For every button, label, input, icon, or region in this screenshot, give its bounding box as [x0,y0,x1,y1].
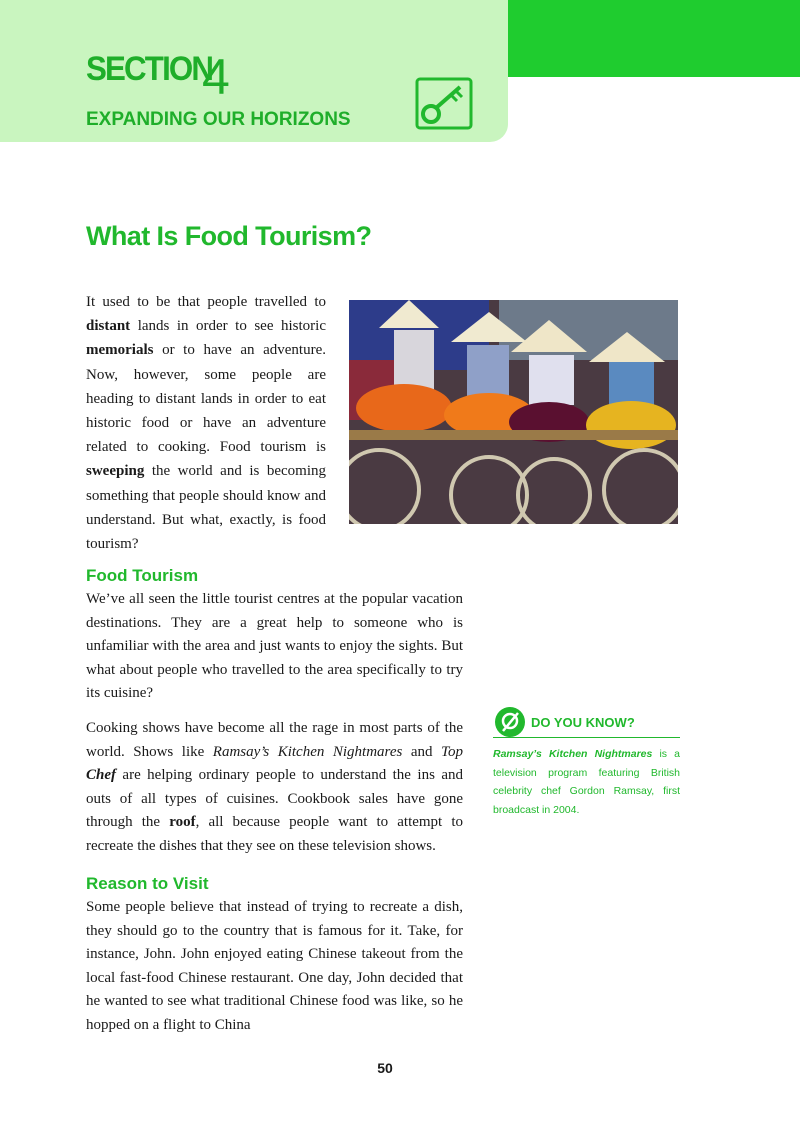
market-photo [349,300,678,524]
key-icon [415,77,473,130]
section-number: 4 [202,49,230,105]
did-you-know-divider [493,737,680,738]
lightbulb-icon [493,705,527,739]
page-title: What Is Food Tourism? [86,221,372,251]
did-you-know-body: Ramsay’s Kitchen Nightmares is a television program featuring British celebrity chef Gordon Ramsay, first broadcast in 2004. [493,748,680,816]
page-number: 50 [377,1060,393,1076]
intro-paragraph: It used to be that people travelled to distant lands in order to see historic memorials or to have an adventure. Now, however, some people are heading to distant lands in order to eat historic food or have an adventure related to cooking. Food tourism is sweeping the world and is becoming something that people should know and understand. But what, exactly, is food tourism? [86,294,326,553]
section-subtitle: EXPANDING OUR HORIZONS [86,109,351,130]
cooking-shows-paragraph: Cooking shows have become all the rage in most parts of the world. Shows like Ramsay’s Kitchen Nightmares and Top Chef are helping ordinary people to understand the ins and outs of all types of cuisines. Cookbook sales have gone through the roof, all because people want to attempt to recreate the dishes that they see on these television shows. [86,720,463,854]
heading-reason-to-visit: Reason to Visit [86,874,209,893]
food-tourism-paragraph: We’ve all seen the little tourist centres at the popular vacation destinations. They are a great help to someone who is unfamiliar with the area and just wants to enjoy the sights. But what about people who travelled to the area specifically to try its cuisine? [86,591,463,701]
heading-food-tourism: Food Tourism [86,566,199,585]
corner-accent [508,0,800,77]
did-you-know-title: DO YOU KNOW? [531,715,635,730]
section-label: SECTION [86,50,213,88]
reason-paragraph: Some people believe that instead of trying to recreate a dish, they should go to the country that is famous for it. Take, for instance, John. John enjoyed eating Chinese takeout from the local fast-food Chinese restaurant. One day, John decided that he wanted to see what traditional Chinese food was like, so he hopped on a flight to China [86,899,463,1033]
